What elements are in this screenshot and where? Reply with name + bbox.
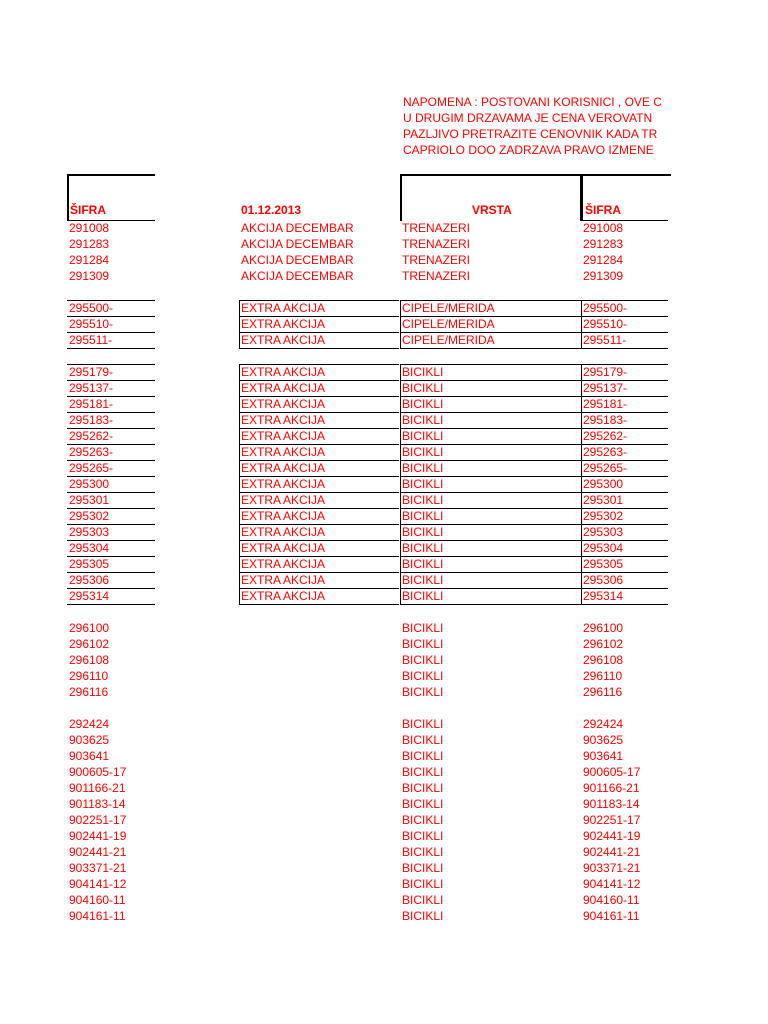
cell-akcija <box>239 684 399 700</box>
cell-sifra2: 296102 <box>583 637 624 651</box>
grid-line <box>400 412 582 413</box>
grid-line <box>400 556 582 557</box>
cell-akcija: AKCIJA DECEMBAR <box>241 269 354 283</box>
column-header-sifra: ŠIFRA <box>70 203 106 217</box>
grid-line <box>239 332 399 333</box>
cell-akcija: EXTRA AKCIJA <box>241 541 326 555</box>
grid-line <box>400 524 582 525</box>
cell-sifra2: 295137- <box>583 381 628 395</box>
cell-vrsta: BICIKLI <box>402 845 444 859</box>
grid-line <box>400 364 582 365</box>
cell-sifra: 291008 <box>69 221 110 235</box>
cell-sifra: 295314 <box>69 589 110 603</box>
cell-sifra: 291283 <box>69 237 110 251</box>
cell-akcija <box>239 876 399 892</box>
grid-line <box>67 380 155 381</box>
cell-sifra2: 295300 <box>583 477 624 491</box>
grid-line <box>581 396 668 397</box>
cell-vrsta: BICIKLI <box>402 365 444 379</box>
cell-vrsta: CIPELE/MERIDA <box>402 301 495 315</box>
cell-vrsta: CIPELE/MERIDA <box>402 317 495 331</box>
cell-akcija: EXTRA AKCIJA <box>241 573 326 587</box>
cell-akcija <box>239 796 399 812</box>
cell-vrsta: BICIKLI <box>402 573 444 587</box>
cell-sifra2: 902441-21 <box>583 845 641 859</box>
cell-vrsta: BICIKLI <box>402 685 444 699</box>
grid-line <box>239 588 399 589</box>
grid-line <box>67 492 155 493</box>
notice-block <box>403 94 671 158</box>
cell-akcija <box>239 828 399 844</box>
grid-line <box>400 476 582 477</box>
cell-vrsta: BICIKLI <box>402 509 444 523</box>
cell-sifra: 295511- <box>69 333 113 347</box>
cell-sifra: 295304 <box>69 541 110 555</box>
cell-sifra2: 904160-11 <box>583 893 640 907</box>
cell-akcija <box>239 636 399 652</box>
cell-akcija <box>239 732 399 748</box>
grid-line <box>239 572 399 573</box>
cell-sifra: 901183-14 <box>69 797 126 811</box>
cell-akcija: EXTRA AKCIJA <box>241 381 326 395</box>
cell-sifra: 295306 <box>69 573 110 587</box>
grid-line <box>239 540 399 541</box>
cell-vrsta: TRENAZERI <box>402 269 471 283</box>
grid-line <box>400 332 582 333</box>
grid-line <box>67 588 155 589</box>
grid-line <box>239 348 399 349</box>
grid-line <box>581 444 668 445</box>
grid-line <box>581 332 668 333</box>
cell-akcija <box>239 652 399 668</box>
cell-sifra: 296108 <box>69 653 110 667</box>
cell-akcija: EXTRA AKCIJA <box>241 493 326 507</box>
cell-vrsta: BICIKLI <box>402 781 444 795</box>
cell-vrsta: BICIKLI <box>402 461 444 475</box>
cell-sifra: 291309 <box>69 269 110 283</box>
grid-line <box>67 476 155 477</box>
cell-akcija: EXTRA AKCIJA <box>241 557 326 571</box>
grid-line <box>400 540 582 541</box>
cell-sifra: 904141-12 <box>69 877 127 891</box>
cell-sifra: 296102 <box>69 637 110 651</box>
cell-akcija <box>239 764 399 780</box>
grid-line <box>400 444 582 445</box>
cell-sifra: 900605-17 <box>69 765 127 779</box>
cell-vrsta: BICIKLI <box>402 413 444 427</box>
cell-akcija: AKCIJA DECEMBAR <box>241 253 354 267</box>
grid-line <box>581 476 668 477</box>
cell-sifra: 291284 <box>69 253 110 267</box>
grid-line <box>239 364 399 365</box>
grid-line <box>239 476 399 477</box>
grid-line <box>400 364 401 604</box>
grid-line <box>581 364 582 604</box>
grid-line <box>67 412 155 413</box>
cell-vrsta: BICIKLI <box>402 669 444 683</box>
grid-line <box>67 364 155 365</box>
cell-sifra: 903625 <box>69 733 110 747</box>
grid-line <box>67 444 155 445</box>
cell-sifra: 295500- <box>69 301 114 315</box>
cell-vrsta: BICIKLI <box>402 909 444 923</box>
cell-akcija <box>239 908 399 924</box>
cell-sifra2: 291008 <box>583 221 624 235</box>
cell-sifra: 295137- <box>69 381 114 395</box>
cell-vrsta: BICIKLI <box>402 733 444 747</box>
grid-line <box>67 428 155 429</box>
grid-line <box>400 588 582 589</box>
grid-line <box>239 396 399 397</box>
grid-line <box>581 300 668 301</box>
grid-line <box>400 300 401 348</box>
cell-sifra2: 295500- <box>583 301 628 315</box>
grid-line <box>239 412 399 413</box>
cell-akcija <box>239 620 399 636</box>
column-header-sifra2: ŠIFRA <box>585 203 621 217</box>
cell-akcija: EXTRA AKCIJA <box>241 525 326 539</box>
grid-line <box>67 540 155 541</box>
grid-line <box>400 396 582 397</box>
column-header-vrsta: VRSTA <box>472 203 512 217</box>
grid-line <box>239 524 399 525</box>
cell-sifra2: 295301 <box>583 493 624 507</box>
grid-line <box>67 316 155 317</box>
cell-vrsta: BICIKLI <box>402 653 444 667</box>
grid-line <box>67 572 155 573</box>
notice-line: PAZLJIVO PRETRAZITE CENOVNIK KADA TR <box>403 127 658 141</box>
grid-line <box>67 508 155 509</box>
cell-sifra2: 296116 <box>583 685 623 699</box>
cell-akcija <box>239 892 399 908</box>
grid-line <box>67 460 155 461</box>
cell-vrsta: BICIKLI <box>402 589 444 603</box>
cell-vrsta: BICIKLI <box>402 429 444 443</box>
grid-line <box>581 348 668 349</box>
cell-sifra2: 295302 <box>583 509 624 523</box>
cell-vrsta: BICIKLI <box>402 381 444 395</box>
cell-vrsta: BICIKLI <box>402 637 444 651</box>
notice-line: NAPOMENA : POSTOVANI KORISNICI , OVE C <box>403 95 662 109</box>
cell-sifra2: 295510- <box>583 317 628 331</box>
cell-vrsta: BICIKLI <box>402 765 444 779</box>
cell-sifra: 902441-19 <box>69 829 127 843</box>
grid-line <box>581 524 668 525</box>
cell-sifra2: 291309 <box>583 269 624 283</box>
cell-sifra: 296116 <box>69 685 109 699</box>
grid-line <box>400 604 582 605</box>
grid-line <box>239 364 240 604</box>
cell-sifra: 295181- <box>69 397 114 411</box>
cell-sifra: 901166-21 <box>69 781 126 795</box>
cell-akcija: EXTRA AKCIJA <box>241 333 326 347</box>
grid-line <box>581 364 668 365</box>
cell-akcija <box>239 860 399 876</box>
cell-sifra: 295262- <box>69 429 114 443</box>
grid-line <box>581 428 668 429</box>
grid-line <box>239 444 399 445</box>
cell-vrsta: BICIKLI <box>402 557 444 571</box>
cell-akcija: EXTRA AKCIJA <box>241 477 326 491</box>
cell-sifra: 904161-11 <box>69 909 126 923</box>
grid-line <box>581 492 668 493</box>
cell-sifra: 295303 <box>69 525 110 539</box>
cell-sifra2: 903641 <box>583 749 624 763</box>
cell-sifra: 295300 <box>69 477 110 491</box>
cell-vrsta: TRENAZERI <box>402 221 471 235</box>
cell-akcija: EXTRA AKCIJA <box>241 365 326 379</box>
cell-akcija: AKCIJA DECEMBAR <box>241 237 354 251</box>
grid-line <box>67 604 155 605</box>
grid-line <box>581 572 668 573</box>
cell-sifra2: 291283 <box>583 237 624 251</box>
cell-vrsta: BICIKLI <box>402 861 444 875</box>
grid-line <box>400 492 582 493</box>
cell-sifra2: 295179- <box>583 365 628 379</box>
cell-akcija <box>239 716 399 732</box>
grid-line <box>400 316 582 317</box>
grid-line <box>239 300 399 301</box>
cell-sifra2: 295305 <box>583 557 624 571</box>
grid-line <box>67 332 155 333</box>
grid-line <box>67 396 155 397</box>
cell-sifra2: 901183-14 <box>583 797 640 811</box>
cell-akcija <box>239 812 399 828</box>
cell-vrsta: BICIKLI <box>402 525 444 539</box>
grid-line <box>239 604 399 605</box>
cell-akcija: EXTRA AKCIJA <box>241 413 326 427</box>
cell-akcija <box>239 780 399 796</box>
cell-akcija: EXTRA AKCIJA <box>241 509 326 523</box>
cell-vrsta: BICIKLI <box>402 813 444 827</box>
cell-akcija <box>239 668 399 684</box>
grid-line <box>67 524 155 525</box>
cell-sifra: 903641 <box>69 749 110 763</box>
cell-akcija <box>239 748 399 764</box>
cell-sifra: 295510- <box>69 317 114 331</box>
cell-sifra2: 295265- <box>583 461 628 475</box>
cell-sifra2: 295183- <box>583 413 628 427</box>
cell-vrsta: BICIKLI <box>402 621 444 635</box>
grid-line <box>400 460 582 461</box>
cell-vrsta: BICIKLI <box>402 829 444 843</box>
cell-vrsta: BICIKLI <box>402 477 444 491</box>
cell-sifra: 904160-11 <box>69 893 126 907</box>
cell-vrsta: TRENAZERI <box>402 237 471 251</box>
cell-sifra: 295179- <box>69 365 114 379</box>
notice-line: U DRUGIM DRZAVAMA JE CENA VEROVATN <box>403 111 653 125</box>
grid-line <box>239 508 399 509</box>
grid-line <box>239 460 399 461</box>
cell-akcija: EXTRA AKCIJA <box>241 445 326 459</box>
cell-sifra: 295263- <box>69 445 114 459</box>
cell-vrsta: BICIKLI <box>402 877 444 891</box>
grid-line <box>581 412 668 413</box>
cell-sifra2: 295263- <box>583 445 628 459</box>
grid-line <box>581 380 668 381</box>
grid-line <box>581 604 668 605</box>
cell-sifra: 295265- <box>69 461 114 475</box>
cell-sifra: 902441-21 <box>69 845 127 859</box>
cell-sifra2: 900605-17 <box>583 765 641 779</box>
cell-akcija: EXTRA AKCIJA <box>241 589 326 603</box>
cell-sifra: 295301 <box>69 493 110 507</box>
cell-vrsta: BICIKLI <box>402 493 444 507</box>
cell-sifra2: 295181- <box>583 397 628 411</box>
cell-akcija: EXTRA AKCIJA <box>241 317 326 331</box>
grid-line <box>581 316 668 317</box>
grid-line <box>400 300 582 301</box>
grid-line <box>239 380 399 381</box>
grid-line <box>581 508 668 509</box>
cell-vrsta: BICIKLI <box>402 797 444 811</box>
grid-line <box>67 556 155 557</box>
grid-line <box>400 572 582 573</box>
cell-sifra: 903371-21 <box>69 861 127 875</box>
cell-akcija: EXTRA AKCIJA <box>241 397 326 411</box>
cell-sifra: 296100 <box>69 621 110 635</box>
cell-sifra2: 295303 <box>583 525 624 539</box>
grid-line <box>239 556 399 557</box>
cell-sifra: 295305 <box>69 557 110 571</box>
cell-sifra2: 295511- <box>583 333 627 347</box>
column-header-date: 01.12.2013 <box>241 203 302 217</box>
grid-line <box>400 380 582 381</box>
grid-line <box>239 316 399 317</box>
cell-sifra2: 901166-21 <box>583 781 640 795</box>
cell-sifra: 902251-17 <box>69 813 127 827</box>
grid-line <box>239 428 399 429</box>
cell-sifra2: 296110 <box>583 669 623 683</box>
cell-vrsta: BICIKLI <box>402 749 444 763</box>
grid-line <box>581 556 668 557</box>
grid-line <box>239 492 399 493</box>
grid-line <box>581 588 668 589</box>
cell-sifra2: 295262- <box>583 429 628 443</box>
notice-line: CAPRIOLO DOO ZADRZAVA PRAVO IZMENE <box>403 143 654 157</box>
grid-line <box>581 460 668 461</box>
cell-vrsta: BICIKLI <box>402 893 444 907</box>
cell-sifra2: 904141-12 <box>583 877 641 891</box>
cell-sifra: 296110 <box>69 669 109 683</box>
cell-sifra2: 904161-11 <box>583 909 640 923</box>
cell-sifra2: 292424 <box>583 717 624 731</box>
grid-line <box>67 348 155 349</box>
cell-akcija <box>239 844 399 860</box>
cell-sifra2: 903371-21 <box>583 861 641 875</box>
cell-sifra2: 902441-19 <box>583 829 641 843</box>
cell-akcija: AKCIJA DECEMBAR <box>241 221 354 235</box>
grid-line <box>400 428 582 429</box>
cell-akcija: EXTRA AKCIJA <box>241 461 326 475</box>
cell-sifra2: 295304 <box>583 541 624 555</box>
cell-sifra: 295183- <box>69 413 114 427</box>
grid-line <box>67 300 155 301</box>
cell-sifra2: 295314 <box>583 589 624 603</box>
cell-akcija: EXTRA AKCIJA <box>241 301 326 315</box>
cell-akcija: EXTRA AKCIJA <box>241 429 326 443</box>
grid-line <box>400 348 582 349</box>
cell-vrsta: CIPELE/MERIDA <box>402 333 495 347</box>
cell-sifra2: 902251-17 <box>583 813 641 827</box>
grid-line <box>400 508 582 509</box>
cell-sifra2: 295306 <box>583 573 624 587</box>
cell-sifra2: 903625 <box>583 733 624 747</box>
cell-sifra: 292424 <box>69 717 110 731</box>
cell-sifra2: 296100 <box>583 621 624 635</box>
cell-vrsta: BICIKLI <box>402 397 444 411</box>
grid-line <box>581 300 582 348</box>
cell-sifra: 295302 <box>69 509 110 523</box>
grid-line <box>239 300 240 348</box>
cell-sifra2: 296108 <box>583 653 624 667</box>
cell-vrsta: TRENAZERI <box>402 253 471 267</box>
cell-vrsta: BICIKLI <box>402 445 444 459</box>
cell-vrsta: BICIKLI <box>402 541 444 555</box>
grid-line <box>581 540 668 541</box>
cell-sifra2: 291284 <box>583 253 624 267</box>
cell-vrsta: BICIKLI <box>402 717 444 731</box>
